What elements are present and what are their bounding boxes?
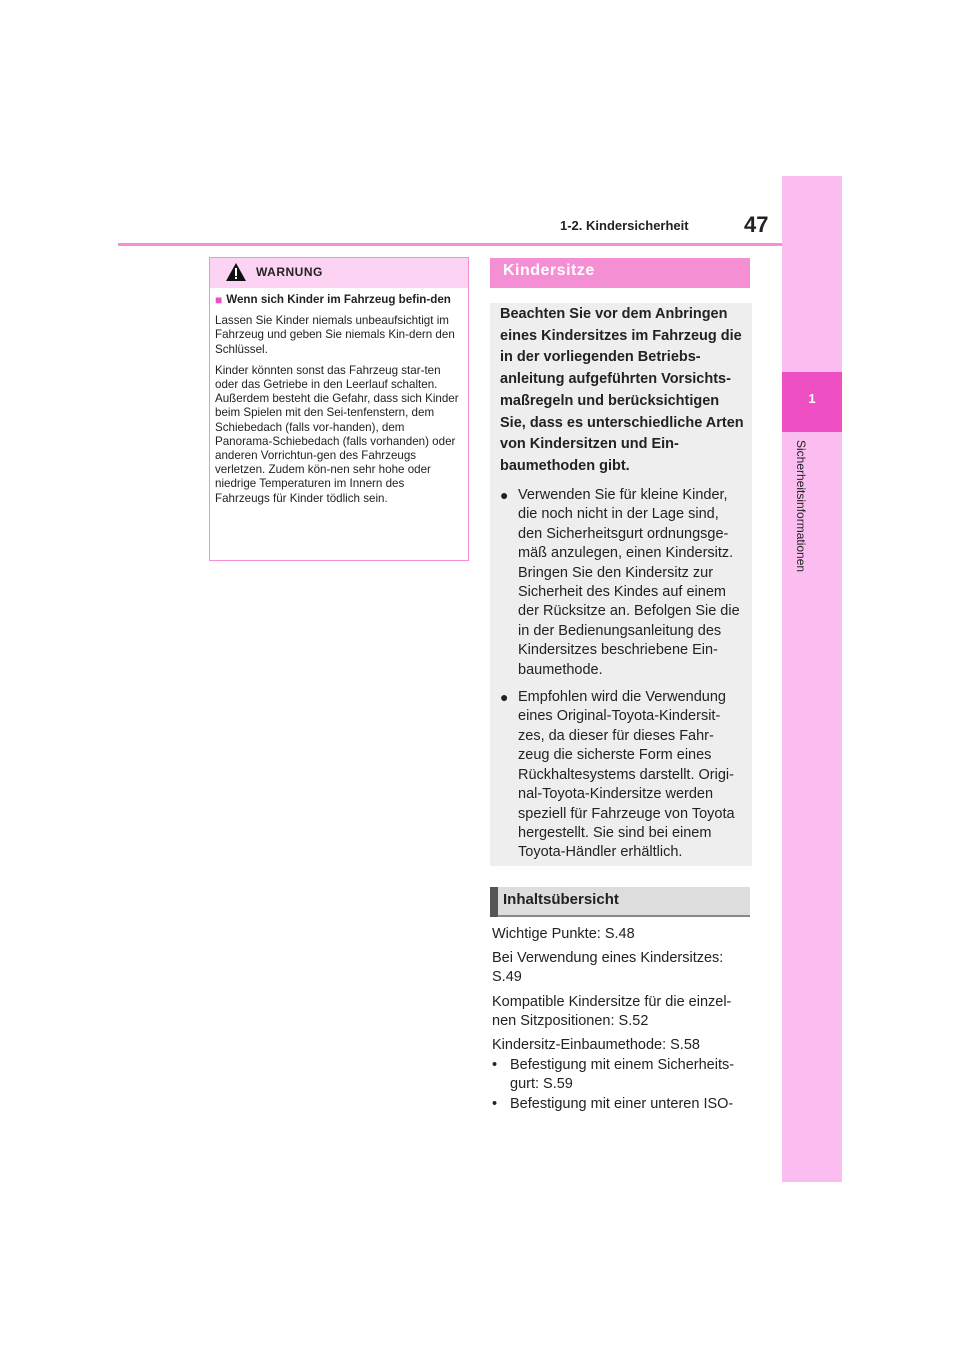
chapter-number: 1 <box>808 391 816 406</box>
warning-paragraph: Kinder könnten sonst das Fahrzeug star-ten oder das Getriebe in den Leerlauf schalten. Außerdem besteht die Gefahr, dass sich Kinder beim Spielen mit den Sei-tenfenstern, dem Schiebedach (falls vor-handen), dem Panorama-Schiebedach (falls vorhanden) oder anderen Vorrichtun-gen des Fahrzeugs verletzen. Zudem kön-nen sehr hohe oder niedrige Temperaturen im Innern des Fahrzeugs für Kinder tödlich sein. <box>215 363 459 505</box>
chapter-tab <box>782 176 842 1182</box>
toc-entry[interactable]: Wichtige Punkte: S.48 <box>492 926 635 942</box>
toc-entry[interactable]: Bei Verwendung eines Kindersitzes: S.49 <box>492 950 724 986</box>
list-item <box>500 486 744 680</box>
warning-title: WARNUNG <box>256 265 323 279</box>
bullet-icon: ● <box>500 487 509 503</box>
toc-sub-entry-text: Befestigung mit einem Sicherheits-gurt: S.59 <box>510 1057 735 1093</box>
section-title: 1-2. Kindersicherheit <box>560 218 689 233</box>
info-bullet-list <box>500 486 744 871</box>
toc-entry[interactable]: Kompatible Kindersitze für die einzel-nen Sitzpositionen: S.52 <box>492 993 732 1029</box>
page-number: 47 <box>744 212 769 237</box>
toc-sub-entry[interactable] <box>492 1095 752 1114</box>
warning-triangle-icon <box>225 262 247 282</box>
header-rule <box>118 243 782 246</box>
warning-body <box>215 293 462 513</box>
toc-list <box>492 925 752 1114</box>
info-lead: Beachten Sie vor dem Anbringen eines Kindersitzes im Fahrzeug die in der vorliegenden Betriebs-anleitung aufgeführten Vorsichts-maßregeln und berücksichtigen Sie, dass es unterschiedliche Arten von Kindersitzen und Ein-baumethoden gibt. <box>500 306 744 474</box>
bullet-icon: ● <box>500 689 509 706</box>
pink-square-marker-icon: ■ <box>215 293 223 307</box>
list-item <box>500 688 744 863</box>
toc-sub-entry[interactable] <box>492 1056 752 1094</box>
bullet-dot-icon: • <box>492 1057 498 1074</box>
inhalt-heading-marker <box>490 887 498 917</box>
warning-header <box>210 258 468 288</box>
inhalt-heading: Inhaltsübersicht <box>503 891 619 908</box>
warning-paragraph: Lassen Sie Kinder niemals unbeaufsichtigt im Fahrzeug und geben Sie niemals Kin-dern den Schlüssel. <box>215 314 455 356</box>
list-item-text: Verwenden Sie für kleine Kinder, die noch nicht in der Lage sind, den Sicherheitsgurt ordnungsge-mäß anzulegen, einen Kindersitz. Bringen Sie den Kindersitz zur Sicherheit des Kindes auf einem der Rücksitze an. Befolgen Sie die in der Bedienungsanleitung des Kindersitzes beschriebene Ein-baumethode. <box>518 487 740 678</box>
list-item-text: Empfohlen wird die Verwendung eines Original-Toyota-Kindersit-zes, da dieser für dieses Fahr-zeug die sicherste Form eines Rückhaltesystems darstellt. Origi-nal-Toyota-Kindersitze werden speziell für Fahrzeuge von Toyota hergestellt. Sie sind bei einem Toyota-Händler erhältlich. <box>518 689 735 861</box>
chapter-label: Sicherheitsinformationen <box>794 440 808 573</box>
toc-sub-entry-text: Befestigung mit einer unteren ISO- <box>510 1095 734 1112</box>
bullet-dot-icon: • <box>492 1095 498 1112</box>
warning-lead: Wenn sich Kinder im Fahrzeug befin-den <box>226 293 451 306</box>
kindersitze-heading: Kindersitze <box>503 262 595 279</box>
toc-entry[interactable]: Kindersitz-Einbaumethode: S.58 <box>492 1037 700 1054</box>
